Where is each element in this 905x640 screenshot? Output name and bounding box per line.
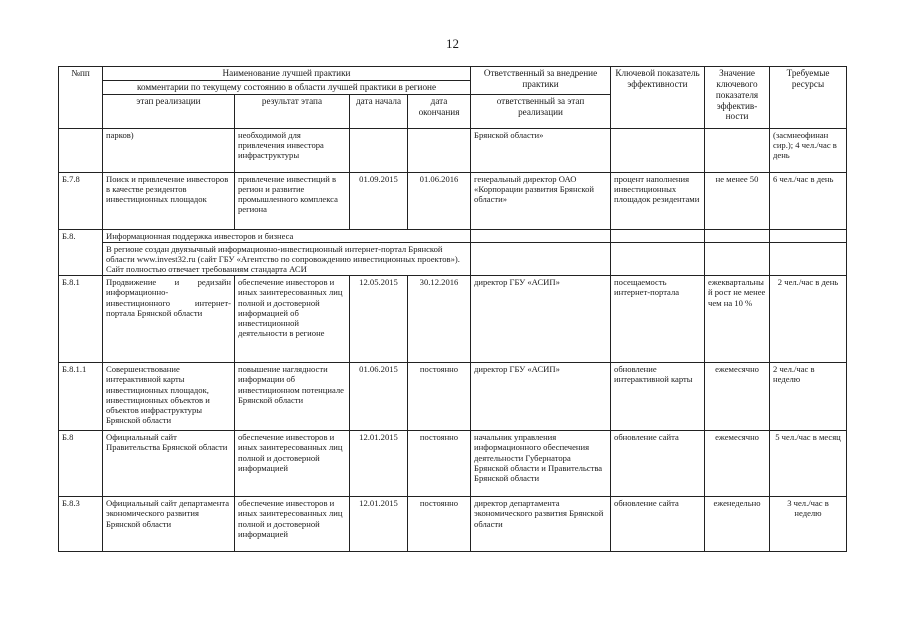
header-end: дата окончания xyxy=(408,94,471,128)
header-resources: Требуемые ресурсы xyxy=(770,67,847,129)
cell-start: 12.01.2015 xyxy=(350,497,408,552)
cell-result: обеспечение инвесторов и иных заинтересованных лиц полной и достоверной информацией xyxy=(235,497,350,552)
cell-responsible: Брянской области» xyxy=(471,128,611,172)
section-title: Информационная поддержка инвесторов и бизнеса xyxy=(103,229,471,242)
cell-result: необходимой для привлечения инвестора инфраструктуры xyxy=(235,128,350,172)
table-row xyxy=(59,128,847,172)
cell-end: постоянно xyxy=(408,431,471,497)
cell-start xyxy=(350,128,408,172)
cell-kpi-value: еженедельно xyxy=(705,497,770,552)
cell-resources: 3 чел./час в неделю xyxy=(770,497,847,552)
header-row-1 xyxy=(59,67,847,81)
cell-responsible: директор департамента экономического развития Брянской области xyxy=(471,497,611,552)
cell-num: Б.7.8 xyxy=(59,172,103,229)
cell-responsible xyxy=(471,242,611,275)
cell-responsible: генеральный директор ОАО «Корпорации развития Брянской области» xyxy=(471,172,611,229)
header-stage: этап реализации xyxy=(103,94,235,128)
cell-kpi: обновление сайта xyxy=(611,431,705,497)
cell-num: Б.8 xyxy=(59,431,103,497)
table-row xyxy=(59,497,847,552)
cell-end: постоянно xyxy=(408,497,471,552)
section-title-row xyxy=(59,229,847,242)
cell-resources xyxy=(770,242,847,275)
cell-kpi-value xyxy=(705,242,770,275)
cell-num: Б.8. xyxy=(59,229,103,276)
cell-resources: 5 чел./час в месяц xyxy=(770,431,847,497)
cell-stage: Поиск и привлечение инвесторов в качестве резидентов инвестиционных площадок xyxy=(103,172,235,229)
cell-end xyxy=(408,128,471,172)
header-name: Наименование лучшей практики xyxy=(103,67,471,81)
header-kpi-value: Значение ключевого показателя эффектив-ности xyxy=(705,67,770,129)
header-start: дата начала xyxy=(350,94,408,128)
cell-kpi-value: ежеквартальный рост не менее чем на 10 % xyxy=(705,276,770,363)
cell-kpi xyxy=(611,242,705,275)
cell-stage: парков) xyxy=(103,128,235,172)
cell-responsible: директор ГБУ «АСИП» xyxy=(471,276,611,363)
header-responsible: Ответственный за внедрение практики xyxy=(471,67,611,95)
cell-stage: Официальный сайт Правительства Брянской области xyxy=(103,431,235,497)
cell-num: Б.8.1.1 xyxy=(59,363,103,431)
cell-kpi: обновление сайта xyxy=(611,497,705,552)
cell-kpi: посещаемость интернет-портала xyxy=(611,276,705,363)
cell-result: повышение наглядности информации об инвестиционном потенциале Брянской области xyxy=(235,363,350,431)
cell-kpi: процент наполнения инвестиционных площадок резидентами xyxy=(611,172,705,229)
table-row xyxy=(59,363,847,431)
cell-end: 30.12.2016 xyxy=(408,276,471,363)
cell-start: 12.01.2015 xyxy=(350,431,408,497)
cell-kpi-value: ежемесячно xyxy=(705,431,770,497)
header-comment: комментарии по текущему состоянию в области лучшей практики в регионе xyxy=(103,80,471,94)
cell-kpi-value: ежемесячно xyxy=(705,363,770,431)
cell-num: Б.8.1 xyxy=(59,276,103,363)
cell-resources: 2 чел./час в день xyxy=(770,276,847,363)
cell-start: 01.06.2015 xyxy=(350,363,408,431)
cell-start: 12.05.2015 xyxy=(350,276,408,363)
cell-start: 01.09.2015 xyxy=(350,172,408,229)
header-num: №пп xyxy=(59,67,103,129)
section-comment: В регионе создан двуязычный информационно-инвестиционный интернет-портал Брянской области www.invest32.ru (сайт ГБУ «Агентство по сопровождению инвестиционных проектов»). Сайт полностью отвечает требованиям стандарта АСИ xyxy=(103,242,471,275)
cell-responsible: начальник управления информационного обеспечения деятельности Губернатора Брянской области и Правительства Брянской области xyxy=(471,431,611,497)
cell-responsible: директор ГБУ «АСИП» xyxy=(471,363,611,431)
cell-resources: 6 чел./час в день xyxy=(770,172,847,229)
header-stage-responsible: ответственный за этап реализации xyxy=(471,94,611,128)
cell-resources: 2 чел./час в неделю xyxy=(770,363,847,431)
table-row xyxy=(59,172,847,229)
cell-responsible xyxy=(471,229,611,242)
cell-kpi-value: не менее 50 xyxy=(705,172,770,229)
cell-resources: (засмнеофинан сир.); 4 чел./час в день xyxy=(770,128,847,172)
cell-end: 01.06.2016 xyxy=(408,172,471,229)
header-kpi: Ключевой показатель эффективности xyxy=(611,67,705,129)
cell-num xyxy=(59,128,103,172)
cell-num: Б.8.3 xyxy=(59,497,103,552)
best-practices-table xyxy=(58,66,847,552)
cell-end: постоянно xyxy=(408,363,471,431)
cell-result: обеспечение инвесторов и иных заинтересованных лиц полной и достоверной информацией об инвестиционной деятельности в регионе xyxy=(235,276,350,363)
table-row xyxy=(59,431,847,497)
cell-stage: Продвижение и редизайн информационно-инвестиционного интернет-портала Брянской области xyxy=(103,276,235,363)
cell-result: привлечение инвестиций в регион и развитие промышленного комплекса региона xyxy=(235,172,350,229)
cell-kpi xyxy=(611,128,705,172)
cell-kpi-value xyxy=(705,128,770,172)
cell-kpi-value xyxy=(705,229,770,242)
page-number: 12 xyxy=(446,36,459,51)
cell-stage: Совершенствование интерактивной карты инвестиционных площадок, инвестиционных объектов и объектов инфраструктуры Брянской области xyxy=(103,363,235,431)
section-comment-row xyxy=(59,242,847,275)
header-result: результат этапа xyxy=(235,94,350,128)
cell-stage: Официальный сайт департамента экономического развития Брянской области xyxy=(103,497,235,552)
cell-resources xyxy=(770,229,847,242)
cell-result: обеспечение инвесторов и иных заинтересованных лиц полной и достоверной информацией xyxy=(235,431,350,497)
cell-kpi: обновление интерактивной карты xyxy=(611,363,705,431)
table-row xyxy=(59,276,847,363)
cell-kpi xyxy=(611,229,705,242)
